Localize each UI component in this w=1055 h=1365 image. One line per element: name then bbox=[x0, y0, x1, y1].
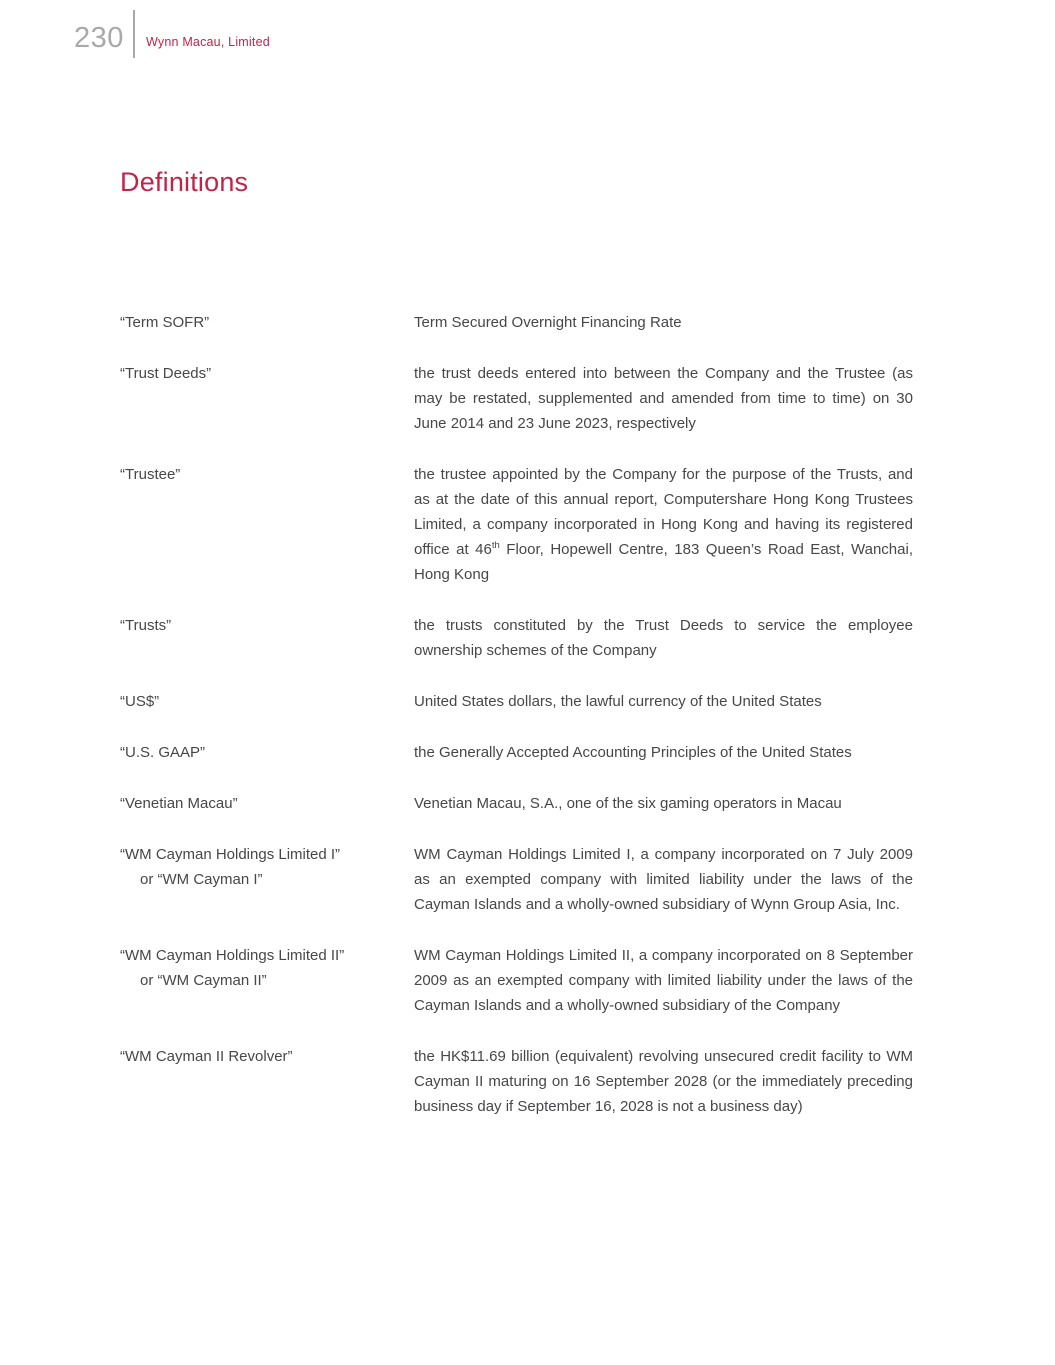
definition-row bbox=[120, 310, 913, 335]
term-cell bbox=[120, 740, 414, 765]
company-name: Wynn Macau, Limited bbox=[146, 35, 270, 49]
term-text: “Trustee” bbox=[120, 466, 181, 483]
definition-text: Term Secured Overnight Financing Rate bbox=[414, 314, 682, 331]
definition-text: the trusts constituted by the Trust Deeds to service the employee ownership schemes of the Company bbox=[414, 617, 913, 659]
term-cell bbox=[120, 361, 414, 436]
definition-text: the Generally Accepted Accounting Principles of the United States bbox=[414, 744, 852, 761]
term-text: “WM Cayman Holdings Limited II” bbox=[120, 947, 345, 964]
definition-text-part: the trustee appointed by the Company for the purpose of the Trusts, and as at the date of this annual report, Computershare Hong Kong Trustees Limited, a company incorporated in Hong Kong and having its registered office at 46 bbox=[414, 466, 913, 558]
definition-text: Venetian Macau, S.A., one of the six gaming operators in Macau bbox=[414, 795, 842, 812]
ordinal-superscript: th bbox=[491, 540, 500, 551]
term-cell bbox=[120, 842, 414, 917]
term-text: “U.S. GAAP” bbox=[120, 744, 206, 761]
term-cell bbox=[120, 943, 414, 1018]
definition-text: WM Cayman Holdings Limited II, a company incorporated on 8 September 2009 as an exempted company with limited liability under the laws of the Cayman Islands and a wholly-owned subsidiary of the Company bbox=[414, 947, 913, 1014]
term-text: “US$” bbox=[120, 693, 160, 710]
definition-text: the HK$11.69 billion (equivalent) revolving unsecured credit facility to WM Cayman II maturing on 16 September 2028 (or the immediately preceding business day if September 16, 2028 is not a business day) bbox=[414, 1048, 913, 1115]
term-cell bbox=[120, 1044, 414, 1119]
definition-text-part: Floor, Hopewell Centre, 183 Queen’s Road East, Wanchai, Hong Kong bbox=[414, 541, 913, 583]
definition-row bbox=[120, 361, 913, 436]
term-cell bbox=[120, 689, 414, 714]
term-text-line2: or “WM Cayman II” bbox=[140, 972, 267, 989]
term-text: “WM Cayman II Revolver” bbox=[120, 1048, 293, 1065]
definition-text bbox=[414, 462, 913, 587]
definition-row bbox=[120, 740, 913, 765]
term-text: “Venetian Macau” bbox=[120, 795, 238, 812]
page-title: Definitions bbox=[120, 167, 249, 197]
definition-row bbox=[120, 1044, 913, 1119]
term-text-line2: or “WM Cayman I” bbox=[140, 871, 263, 888]
term-text: “Term SOFR” bbox=[120, 314, 210, 331]
term-cell bbox=[120, 613, 414, 663]
definition-row bbox=[120, 943, 913, 1018]
definition-row bbox=[120, 462, 913, 587]
definition-row bbox=[120, 689, 913, 714]
definition-row bbox=[120, 613, 913, 663]
term-cell bbox=[120, 310, 414, 335]
page-header bbox=[0, 0, 1055, 70]
definition-text: the trust deeds entered into between the Company and the Trustee (as may be restated, supplemented and amended from time to time) on 30 June 2014 and 23 June 2023, respectively bbox=[414, 365, 913, 432]
page-content bbox=[120, 166, 913, 1145]
definition-row bbox=[120, 791, 913, 816]
term-cell bbox=[120, 791, 414, 816]
page-number: 230 bbox=[74, 22, 124, 54]
term-cell bbox=[120, 462, 414, 587]
term-text: “Trusts” bbox=[120, 617, 172, 634]
header-divider bbox=[133, 10, 135, 58]
definition-text: WM Cayman Holdings Limited I, a company incorporated on 7 July 2009 as an exempted company with limited liability under the laws of the Cayman Islands and a wholly-owned subsidiary of Wynn Group Asia, Inc. bbox=[414, 846, 913, 913]
definition-row bbox=[120, 842, 913, 917]
definition-text: United States dollars, the lawful currency of the United States bbox=[414, 693, 822, 710]
term-text: “WM Cayman Holdings Limited I” bbox=[120, 846, 341, 863]
term-text: “Trust Deeds” bbox=[120, 365, 212, 382]
